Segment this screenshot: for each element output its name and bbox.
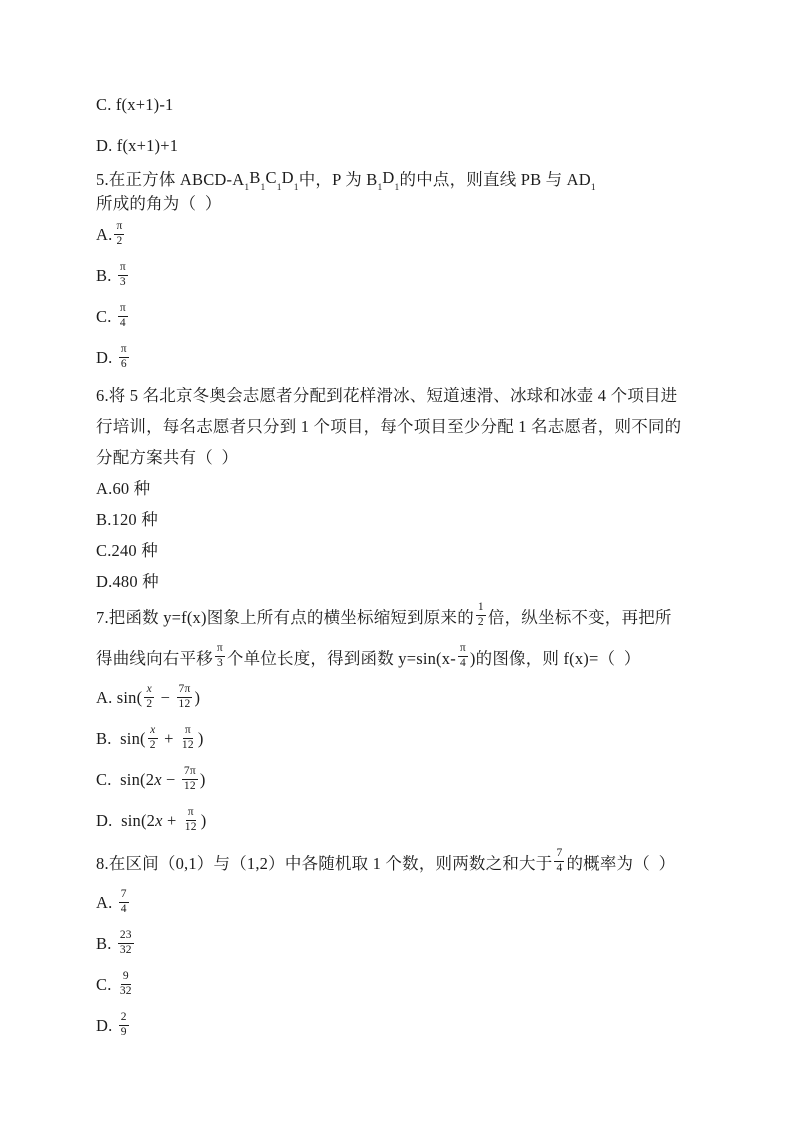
q6-option-a [96,471,683,502]
fraction [119,343,129,372]
fraction-numerator: x [144,683,154,698]
text-run: + [159,728,178,748]
q8-option-d [96,1005,683,1046]
text-run: − [161,769,180,789]
text-run: D. [96,1015,117,1035]
q5-stem [96,166,683,214]
subscript: 1 [276,182,282,193]
text-run: A. [96,224,113,244]
fraction [118,261,128,290]
text-run: A. sin( [96,687,143,707]
text-run: 8.在区间（0,1）与（1,2）中各随机取 1 个数，则两数之和大于 [96,853,553,873]
fraction-denominator: 9 [120,1026,127,1038]
text-run: C. f(x+1)-1 [96,94,174,114]
text-run: B [249,168,261,187]
q7-stem-line-1 [96,595,683,636]
text-run: D [281,168,294,187]
fraction-denominator: 2 [477,616,484,628]
text-run: ) [197,728,204,748]
text-run: 个单位长度，得到函数 y=sin(x- [226,648,456,668]
fraction-denominator: 12 [178,698,191,710]
text-run: A. [96,892,117,912]
text-run: B. sin( [96,728,146,748]
text-run: 6.将 5 名北京冬奥会志愿者分配到花样滑冰、短道速滑、冰球和冰壶 4 个项目进 [96,385,678,405]
q7-option-c [96,759,683,800]
subscript: 1 [244,182,250,193]
fraction-numerator: 7π [182,765,198,780]
fraction [182,765,198,794]
q7-stem-line-2 [96,636,683,677]
q6-stem-line-3 [96,440,683,471]
q4-option-d [96,125,683,166]
fraction [180,724,196,753]
fraction [215,642,225,671]
text-run: C. [96,974,116,994]
q5-option-a [96,214,683,255]
text-run: 的概率为（ ） [566,853,676,873]
fraction-denominator: 4 [119,317,126,329]
subscript: 1 [394,182,400,193]
fraction [118,970,134,999]
subscript: 1 [377,182,383,193]
fraction-denominator: 4 [120,903,127,915]
fraction-numerator: 23 [118,929,134,944]
q6-stem-line-1 [96,378,683,409]
fraction-numerator: π [118,302,128,317]
fraction-denominator: 12 [181,739,194,751]
fraction [119,1011,129,1040]
fraction-numerator: 9 [121,970,131,985]
text-run: D.480 种 [96,571,159,591]
fraction [476,601,486,630]
q6-option-d [96,564,683,595]
fraction [177,683,193,712]
text-run: B. [96,265,116,285]
q7-option-a [96,677,683,718]
text-run: ) [199,769,206,789]
text-run: )的图像，则 f(x)=（ ） [469,648,641,668]
fraction-numerator: π [215,642,225,657]
fraction [183,806,199,835]
fraction-numerator: π [458,642,468,657]
text-run: A.60 种 [96,478,151,498]
q4-option-c [96,84,683,125]
fraction-numerator: 7π [177,683,193,698]
subscript: 1 [260,182,266,193]
text-run: 得曲线向右平移 [96,648,213,668]
text-run: ) [194,687,201,707]
fraction-denominator: 12 [184,821,197,833]
text-run: 所成的角为（ ） [96,194,222,213]
fraction-numerator: 2 [119,1011,129,1026]
q6-option-b [96,502,683,533]
fraction-denominator: 2 [116,235,123,247]
fraction-denominator: 2 [146,698,153,710]
text-run: C. sin(2 [96,769,155,789]
fraction-denominator: 32 [119,944,132,956]
fraction-denominator: 32 [119,985,132,997]
subscript: 1 [590,182,596,193]
math-variable: x [154,769,162,789]
fraction-numerator: x [148,724,158,739]
q5-option-c [96,296,683,337]
fraction [114,220,124,249]
subscript: 1 [293,182,299,193]
fraction-denominator: 12 [183,780,196,792]
q8-option-c [96,964,683,1005]
q8-option-a [96,882,683,923]
text-run: B.120 种 [96,509,158,529]
text-run: 中，P 为 B [298,170,378,189]
text-run: 倍，纵坐标不变，再把所 [487,607,672,627]
fraction-numerator: 7 [119,888,129,903]
fraction-numerator: π [119,343,129,358]
text-run: ) [200,810,207,830]
text-run: C. [96,306,116,326]
fraction [119,888,129,917]
fraction-denominator: 4 [459,657,466,669]
fraction-denominator: 2 [149,739,156,751]
text-run: C.240 种 [96,540,158,560]
q5-option-d [96,337,683,378]
text-run: D. f(x+1)+1 [96,135,179,155]
fraction-numerator: π [114,220,124,235]
text-run: 的中点，则直线 PB 与 AD [399,170,591,189]
text-run: D. [96,347,117,367]
q5-option-b [96,255,683,296]
fraction [458,642,468,671]
text-run: D [382,168,395,187]
q6-option-c [96,533,683,564]
fraction [144,683,154,712]
fraction [554,847,564,876]
fraction-denominator: 3 [119,276,126,288]
text-run: D. sin(2 [96,810,156,830]
fraction-numerator: π [118,261,128,276]
fraction-numerator: π [186,806,196,821]
q8-stem [96,841,683,882]
fraction-denominator: 3 [216,657,223,669]
fraction [148,724,158,753]
fraction-numerator: π [183,724,193,739]
text-run: C [265,168,277,187]
q7-option-b [96,718,683,759]
text-run: 分配方案共有（ ） [96,447,239,467]
text-run: B. [96,933,116,953]
fraction-denominator: 6 [120,358,127,370]
text-run: + [162,810,181,830]
q6-stem-line-2 [96,409,683,440]
fraction-numerator: 7 [554,847,564,862]
fraction-denominator: 4 [556,862,563,874]
text-run: 行培训，每名志愿者只分到 1 个项目，每个项目至少分配 1 名志愿者，则不同的 [96,416,682,436]
math-variable: x [155,810,163,830]
text-run: 7.把函数 y=f(x)图象上所有点的横坐标缩短到原来的 [96,607,474,627]
text-run: 5.在正方体 ABCD-A [96,170,245,189]
fraction [118,929,134,958]
fraction-numerator: 1 [476,601,486,616]
fraction [118,302,128,331]
q7-option-d [96,800,683,841]
q8-option-b [96,923,683,964]
text-run: − [156,687,175,707]
